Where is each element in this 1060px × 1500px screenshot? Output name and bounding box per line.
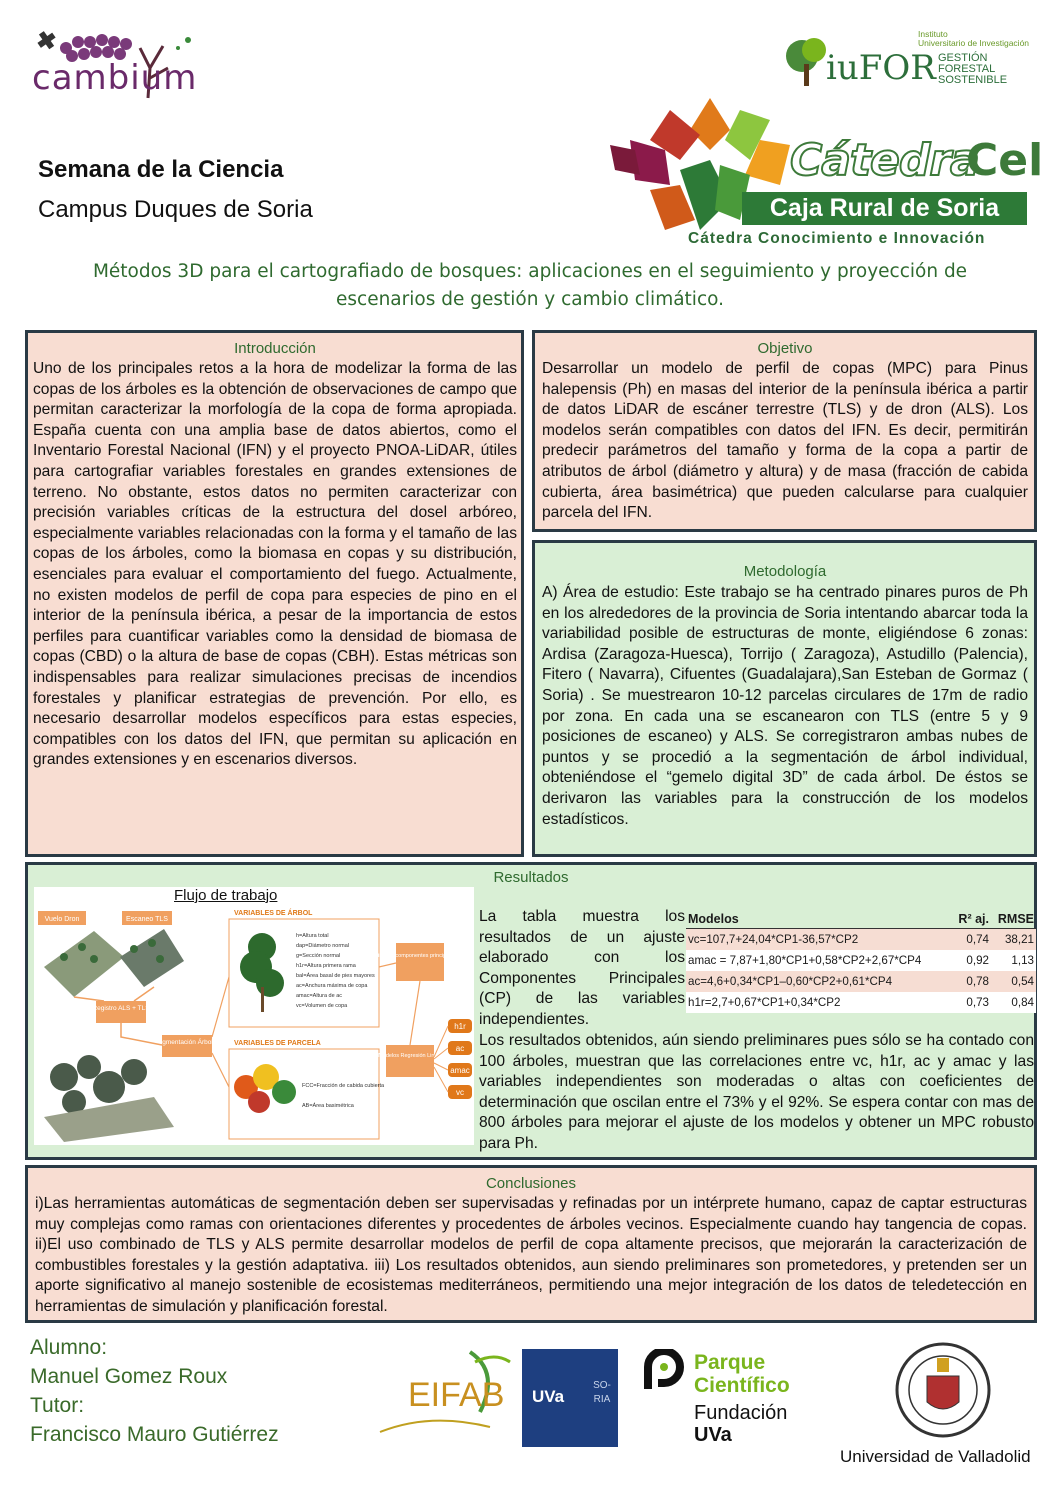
flow-vuelo-label: Vuelo Dron — [44, 916, 80, 923]
table-header-rmse: RMSE — [991, 910, 1036, 929]
event-subtitle: Campus Duques de Soria — [38, 196, 313, 223]
table-row — [686, 971, 1036, 992]
flow-modelos-label: Modelos Regresión Lineal — [378, 1053, 442, 1059]
workflow-diagram — [34, 887, 474, 1145]
caja-rural-label: Caja Rural de Soria — [742, 192, 1027, 225]
flow-var-arbol-title: VARIABLES DE ÁRBOL — [234, 910, 313, 917]
uva-logo-text: UVa — [532, 1387, 565, 1406]
flow-output-vc: vc — [456, 1088, 464, 1097]
tutor-name: Francisco Mauro Gutiérrez — [30, 1423, 279, 1446]
flow-acp-label: Análisis de componentes principales (ACP) — [367, 953, 473, 959]
universidad-valladolid-label: Universidad de Valladolid — [840, 1447, 1031, 1466]
flow-arbol-var: g=Sección normal — [296, 953, 341, 959]
parque-cientifico-label: Parque Científico — [694, 1351, 790, 1397]
flow-parcela-var: FCC=Fracción de cabida cubierta — [302, 1083, 385, 1089]
event-title: Semana de la Ciencia — [38, 156, 284, 183]
flow-arbol-var: ac=Anchura máxima de copa — [296, 983, 368, 989]
conclusiones-text: i)Las herramientas automáticas de segmentación deben ser supervisadas y refinadas por un intérprete humano, capaz de captar estructuras muy complejas como ramas con orientaciones diferentes y procedentes de árboles vecinos. Especialmente cuando hay tangencia de copas. ii)El uso combinado de TLS y ALS permite desarrollar modelos de perfil de copa altamente precisos, que mejorarán la caracterización de combustibles forestales y la gestión adaptativa. iii) Los resultados obtenidos, aun siendo preliminares son prometedores, y pretenden ser un aporte significativo al manejo sostenible de ecosistemas mediterráneos, permitiendo una mejor integración de los datos de teledetección en herramientas de simulación y planificación forestal. — [35, 1195, 1027, 1315]
introduccion-heading: Introducción — [234, 340, 316, 357]
catedra-logo-word: Cátedra — [790, 135, 979, 186]
introduccion-box — [25, 330, 524, 857]
resultados-box — [25, 862, 1037, 1160]
flow-arbol-var: bal=Área basal de pies mayores — [296, 973, 375, 979]
eifab-logo-text: EIFAB — [408, 1376, 505, 1414]
alumno-name: Manuel Gomez Roux — [30, 1365, 228, 1388]
workflow-graphic — [34, 887, 474, 1145]
table-cell-r2: 0,92 — [952, 950, 991, 971]
conclusiones-box — [25, 1165, 1037, 1323]
resultados-text-discussion: Los resultados obtenidos, aún siendo preliminares pues sólo se ha contado con 100 árboles, muestran que las correlaciones entre vc, h1r, ac y amac y las variables independientes son moderadas o altas con coeficientes de determinación que oscilan entre el 73% y el 92%. Se espera contar con mas de 800 árboles para mejorar el ajuste de los modelos y obtener un MPC robusto para Ph. — [479, 1032, 1034, 1152]
objetivo-box — [532, 330, 1037, 532]
flow-arbol-var: h1r=Altura primera rama — [296, 963, 356, 969]
table-row — [686, 929, 1036, 950]
table-cell-rmse: 0,54 — [991, 971, 1036, 992]
flow-escaneo-label: Escaneo TLS — [126, 916, 168, 923]
table-cell-rmse: 0,84 — [991, 992, 1036, 1013]
results-table — [686, 910, 1036, 1013]
iufor-institute-label: Instituto Universitario de Investigación — [918, 29, 1030, 48]
tutor-label: Tutor: — [30, 1394, 85, 1417]
uva-soria-text: SO- RIA — [593, 1380, 611, 1405]
authors-block — [30, 1333, 279, 1449]
poster-title: Métodos 3D para el cartografiado de bosques: aplicaciones en el seguimiento y proyección de escenarios de gestión y cambio climático. — [92, 261, 968, 310]
introduccion-text: Uno de los principales retos a la hora de modelizar la forma de las copas de los árboles es la obtención de observaciones de campo que permitan caracterizar la morfología de la copa de forma apropiada. España cuenta con una amplia base de datos abiertos, como el Inventario Forestal Nacional (IFN) y el proyecto PNOA-LiDAR, útiles para cartografiar variables forestales en grandes extensiones de terreno. No obstante, estos datos no permiten caracterizar con precisión variables críticas de la estructura del dosel arbóreo, especialmente variables relacionadas con la forma y el tamaño de las copas de los árboles, como la biomasa en copas y su distribución, esenciales para evaluar el comportamiento del fuego. Actualmente, no existen modelos de perfil de copa para especies de pino en el interior de la península ibérica, a pesar de la importancia de estos perfiles para cuantificar variables como la densidad de biomasa de copas (CBD) o la altura de base de copas (CBH). Estas métricas son indispensables para realizar simulaciones precisas de incendios forestales y planificar estrategias de prevención. Por ello, es necesario desarrollar modelos específicos para estas especies, compatibles con los datos del IFN, que permitan su aplicación en grandes extensiones y en escenarios diversos. — [33, 360, 517, 769]
flow-arbol-var: vc=Volumen de copa — [296, 1003, 348, 1009]
flow-segmentacion-label: Segmentación Árboles — [154, 1039, 220, 1046]
table-row — [686, 992, 1036, 1013]
table-header-r2: R² aj. — [952, 910, 991, 929]
catedra-logo-ce: Cel — [966, 135, 1044, 186]
table-cell-rmse: 1,13 — [991, 950, 1036, 971]
workflow-title: Flujo de trabajo — [174, 887, 278, 904]
table-cell-r2: 0,73 — [952, 992, 991, 1013]
flow-arbol-var: dap=Diámetro normal — [296, 943, 350, 949]
objetivo-heading: Objetivo — [757, 340, 813, 357]
flow-arbol-var: amac=Altura de ac — [296, 993, 343, 999]
objetivo-text: Desarrollar un modelo de perfil de copas (MPC) para Pinus halepensis (Ph) en masas del interior de la península ibérica a partir de datos LiDAR de escáner terrestre (TLS) y de dron (ALS). Los modelos serán compatibles con datos del IFN. Es decir, permitirán predecir parámetros del tamaño y forma de la copa a partir de atributos de árbol (diámetro y altura) y de masa (fracción de cabida cubierta, área basimétrica) que pueden calcularse para cualquier parcela del IFN. — [542, 360, 1028, 522]
parque-cientifico-icon — [644, 1349, 688, 1393]
universidad-seal-icon — [893, 1340, 993, 1440]
metodologia-box — [532, 540, 1037, 857]
iufor-gestion-label: GESTIÓN FORESTAL SOSTENIBLE — [938, 52, 1008, 86]
fundacion-uva-label: Fundación UVa — [694, 1402, 788, 1446]
conclusiones-heading: Conclusiones — [485, 1175, 577, 1192]
alumno-label: Alumno: — [30, 1336, 108, 1359]
table-cell-rmse: 38,21 — [991, 929, 1036, 950]
table-cell-model: ac=4,6+0,34*CP1–0,60*CP2+0,61*CP4 — [686, 971, 952, 992]
resultados-text-intro: La tabla muestra los resultados de un ajuste elaborado con los Componentes Principales (CP) de las variables independientes. — [479, 908, 685, 1028]
table-cell-model: vc=107,7+24,04*CP1-36,57*CP2 — [686, 929, 952, 950]
catedra-subtitle: Cátedra Conocimiento e Innovación — [688, 230, 986, 247]
iufor-logo-text: iuFOR — [826, 48, 936, 88]
cambium-logo-text: cambium — [32, 58, 198, 98]
flow-parcela-var: AB=Área basimétrica — [302, 1103, 354, 1109]
table-row — [686, 950, 1036, 971]
uva-soria-logo — [522, 1349, 618, 1447]
resultados-heading: Resultados — [493, 869, 569, 886]
table-cell-model: amac = 7,87+1,80*CP1+0,58*CP2+2,67*CP4 — [686, 950, 952, 971]
table-cell-model: h1r=2,7+0,67*CP1+0,34*CP2 — [686, 992, 952, 1013]
table-header-modelos: Modelos — [686, 910, 952, 929]
flow-var-parcela-title: VARIABLES DE PARCELA — [234, 1040, 321, 1047]
flow-output-h1r: h1r — [454, 1022, 466, 1031]
metodologia-heading: Metodología — [743, 563, 827, 580]
flow-output-amac: amac — [450, 1066, 470, 1075]
table-cell-r2: 0,78 — [952, 971, 991, 992]
flow-arbol-var: h=Altura total — [296, 933, 329, 939]
eifab-logo — [370, 1342, 520, 1452]
flow-registro-label: Registro ALS + TLS — [92, 1005, 150, 1012]
table-cell-r2: 0,74 — [952, 929, 991, 950]
metodologia-text: A) Área de estudio: Este trabajo se ha centrado pinares puros de Ph en los alrededores de la provincia de Soria intentando abarcar toda la variabilidad posible de estructuras de monte, eligiéndose 6 zonas: Ardisa (Zaragoza-Huesca), Torrijo ( Zaragoza), Astudillo (Palencia), Fitero ( Navarra), Cifuentes (Guadalajara),San Esteban de Gormaz ( Soria) . Se muestrearon 10-12 parcelas circulares de 17m de radio por zona. En cada una se escanearon con TLS (entre 5 y 9 posiciones de escaneo) y ALS. Se corregistraron ambas nubes de puntos y se procedió a la segmentación de árbol individual, obteniéndose el “gemelo digital 3D” de cada árbol. De éstos se derivaron las variables para la construcción de los modelos estadísticos. — [542, 584, 1028, 828]
flow-output-ac: ac — [455, 1044, 465, 1053]
